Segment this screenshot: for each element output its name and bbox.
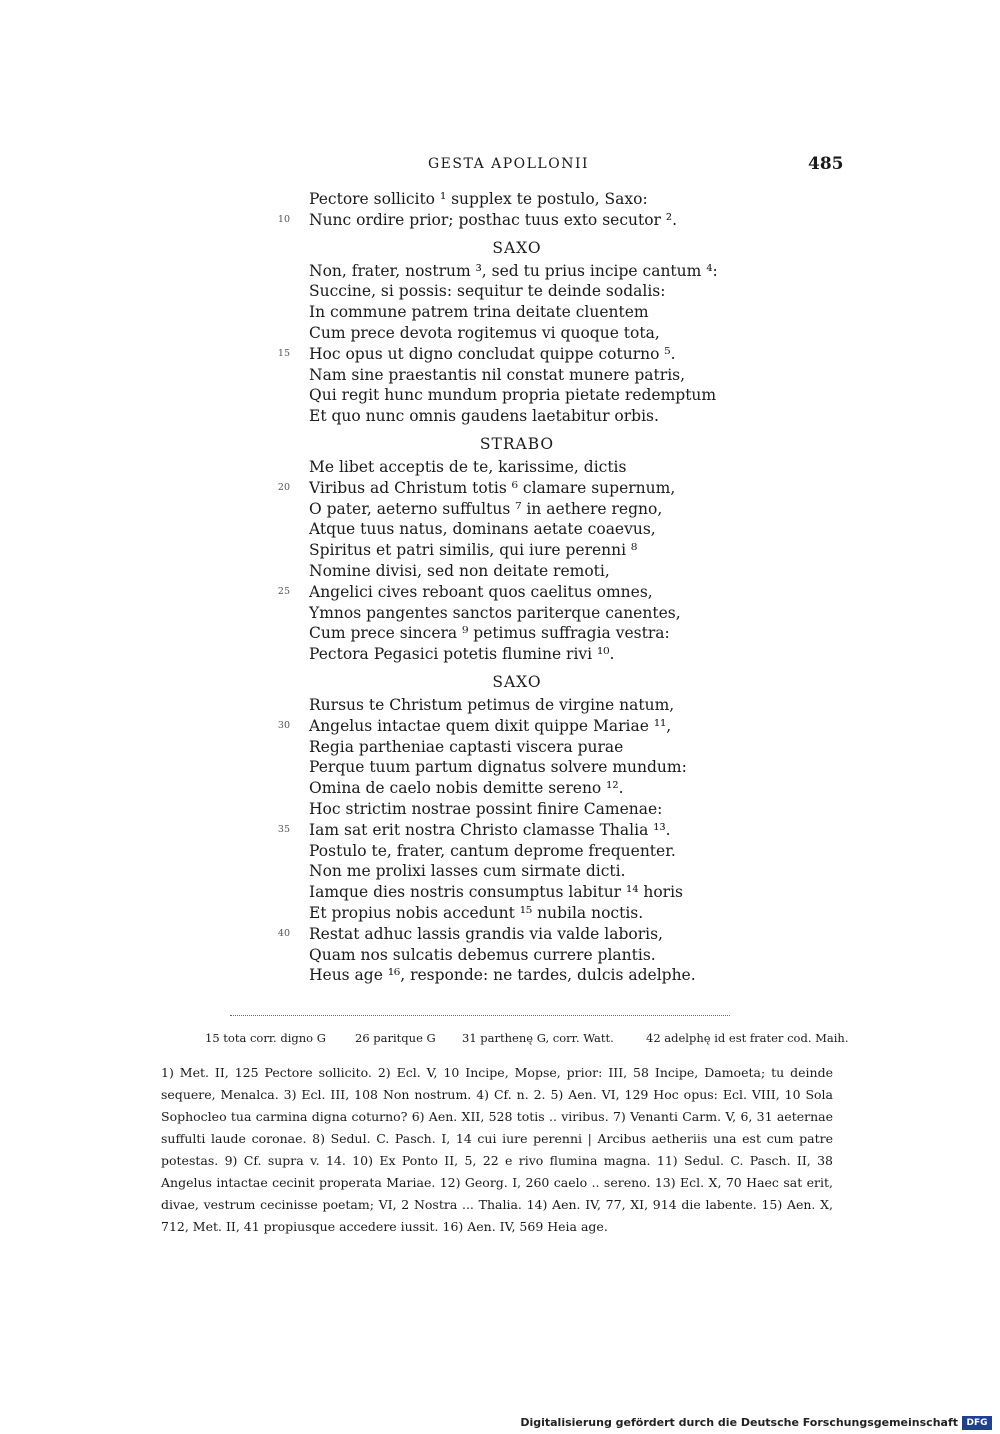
speaker-heading: STRABO <box>479 434 555 453</box>
verse-line <box>0 210 1000 231</box>
verse-text: Atque tuus natus, dominans aetate coaevus, <box>309 520 656 539</box>
verse-line <box>0 189 1000 210</box>
verse-line <box>0 344 1000 365</box>
verse-line <box>0 820 1000 841</box>
verse-text: Quam nos sulcatis debemus currere plantis. <box>309 945 656 964</box>
funding-notice: Digitalisierung gefördert durch die Deutsche Forschungsgemeinschaft <box>520 1416 958 1429</box>
running-title: GESTA APOLLONII <box>428 156 590 172</box>
verse-line <box>0 281 1000 302</box>
line-number: 20 <box>277 481 290 493</box>
verse-text: Iamque dies nostris consumptus labitur ¹⁴ horis <box>309 883 684 902</box>
line-number: 35 <box>277 823 290 835</box>
verse-line <box>0 323 1000 344</box>
line-number: 15 <box>277 347 290 359</box>
verse-line <box>0 799 1000 820</box>
apparatus-entry: 15 tota corr. digno G <box>205 1031 326 1045</box>
verse-text: Rursus te Christum petimus de virgine natum, <box>309 695 675 714</box>
line-number: 25 <box>277 585 290 597</box>
verse-text: Cum prece sincera ⁹ petimus suffragia vestra: <box>309 624 670 643</box>
verse-line <box>0 457 1000 478</box>
verse-line <box>0 478 1000 499</box>
verse-text: Non, frater, nostrum ³, sed tu prius incipe cantum ⁴: <box>309 261 718 280</box>
verse-text: Spiritus et patri similis, qui iure perenni ⁸ <box>309 541 638 560</box>
verse-line <box>0 561 1000 582</box>
verse-line <box>0 582 1000 603</box>
verse-line <box>0 778 1000 799</box>
divider <box>230 1015 730 1016</box>
poem-text <box>0 189 1000 986</box>
verse-text: Nunc ordire prior; posthac tuus exto secutor ². <box>309 210 678 229</box>
speaker-heading: SAXO <box>492 672 542 691</box>
verse-text: Ymnos pangentes sanctos pariterque canentes, <box>309 603 681 622</box>
verse-text: Angelici cives reboant quos caelitus omnes, <box>309 582 653 601</box>
verse-text: Postulo te, frater, cantum deprome frequenter. <box>309 841 676 860</box>
verse-text: Me libet acceptis de te, karissime, dictis <box>309 457 627 476</box>
verse-line <box>0 945 1000 966</box>
verse-line <box>0 841 1000 862</box>
verse-line <box>0 716 1000 737</box>
verse-line <box>0 695 1000 716</box>
verse-line <box>0 499 1000 520</box>
verse-text: Succine, si possis: sequitur te deinde sodalis: <box>309 282 666 301</box>
verse-text: Non me prolixi lasses cum sirmate dicti. <box>309 862 626 881</box>
verse-text: Viribus ad Christum totis ⁶ clamare supernum, <box>309 478 676 497</box>
verse-line <box>0 261 1000 282</box>
verse-text: In commune patrem trina deitate cluentem <box>309 303 649 322</box>
verse-text: Nam sine praestantis nil constat munere patris, <box>309 365 686 384</box>
verse-line <box>0 965 1000 986</box>
verse-text: Pectora Pegasici potetis flumine rivi ¹⁰. <box>309 645 615 664</box>
apparatus-entry: 31 parthenę G, corr. Watt. <box>462 1031 614 1045</box>
verse-text: Hoc opus ut digno concludat quippe coturno ⁵. <box>309 344 676 363</box>
verse-line <box>0 603 1000 624</box>
verse-text: Et propius nobis accedunt ¹⁵ nubila noctis. <box>309 903 644 922</box>
verse-text: O pater, aeterno suffultus ⁷ in aethere regno, <box>309 499 663 518</box>
verse-text: Angelus intactae quem dixit quippe Mariae ¹¹, <box>309 716 672 735</box>
page-number: 485 <box>808 154 844 174</box>
footnotes-text: 1) Met. II, 125 Pectore sollicito. 2) Ecl. V, 10 Incipe, Mopse, prior: III, 58 Incipe, Damoeta; tu deinde sequere, Menalca. 3) Ecl. III, 108 Non nostrum. 4) Cf. n. 2. 5) Aen. VI, 129 Hoc opus: Ecl. VIII, 10 Sola Sophocleo tua carmina digna coturno? 6) Aen. XII, 528 totis .. viribus. 7) Venanti Carm. V, 6, 31 aeternae suffulti laude coronae. 8) Sedul. C. Pasch. I, 14 cui iure perenni | Arcibus aetheriis una est cum patre potestas. 9) Cf. supra v. 14. 10) Ex Ponto II, 5, 22 e rivo flumina magna. 11) Sedul. C. Pasch. II, 38 Angelus intactae cecinit properata Mariae. 12) Georg. I, 260 caelo .. sereno. 13) Ecl. X, 70 Haec sat erit, divae, vestrum cecinisse poetam; VI, 2 Nostra ... Thalia. 14) Aen. IV, 77, XI, 914 die labente. 15) Aen. X, 712, Met. II, 41 propiusque accedere iussit. 16) Aen. IV, 569 Heia age. <box>161 1065 833 1234</box>
verse-text: Nomine divisi, sed non deitate remoti, <box>309 561 610 580</box>
line-number: 10 <box>277 213 290 225</box>
verse-line <box>0 737 1000 758</box>
verse-line <box>0 519 1000 540</box>
verse-text: Et quo nunc omnis gaudens laetabitur orbis. <box>309 407 659 426</box>
line-number: 40 <box>277 927 290 939</box>
dfg-logo-icon: DFG <box>962 1416 992 1430</box>
apparatus-entry: 42 adelphę id est frater cod. Maih. <box>646 1031 849 1045</box>
page-header <box>0 154 1000 178</box>
apparatus-entry: 26 paritque G <box>355 1031 436 1045</box>
verse-text: Qui regit hunc mundum propria pietate redemptum <box>309 386 717 405</box>
verse-line <box>0 540 1000 561</box>
verse-text: Omina de caelo nobis demitte sereno ¹². <box>309 779 624 798</box>
verse-line <box>0 757 1000 778</box>
verse-text: Restat adhuc lassis grandis via valde laboris, <box>309 924 663 943</box>
verse-line <box>0 924 1000 945</box>
verse-line <box>0 882 1000 903</box>
verse-line <box>0 385 1000 406</box>
verse-text: Hoc strictim nostrae possint finire Camenae: <box>309 799 663 818</box>
verse-text: Cum prece devota rogitemus vi quoque tota, <box>309 323 660 342</box>
verse-line <box>0 406 1000 427</box>
verse-line <box>0 365 1000 386</box>
verse-text: Heus age ¹⁶, responde: ne tardes, dulcis adelphe. <box>309 966 696 985</box>
verse-text: Regia partheniae captasti viscera purae <box>309 737 624 756</box>
footer <box>0 1416 1000 1432</box>
verse-text: Perque tuum partum dignatus solvere mundum: <box>309 758 687 777</box>
footnotes <box>161 1062 833 1238</box>
verse-text: Iam sat erit nostra Christo clamasse Thalia ¹³. <box>309 820 671 839</box>
verse-line <box>0 861 1000 882</box>
line-number: 30 <box>277 719 290 731</box>
verse-line <box>0 623 1000 644</box>
verse-line <box>0 903 1000 924</box>
speaker-heading: SAXO <box>492 238 542 257</box>
verse-text: Pectore sollicito ¹ supplex te postulo, Saxo: <box>309 190 648 208</box>
verse-line <box>0 644 1000 665</box>
verse-line <box>0 302 1000 323</box>
